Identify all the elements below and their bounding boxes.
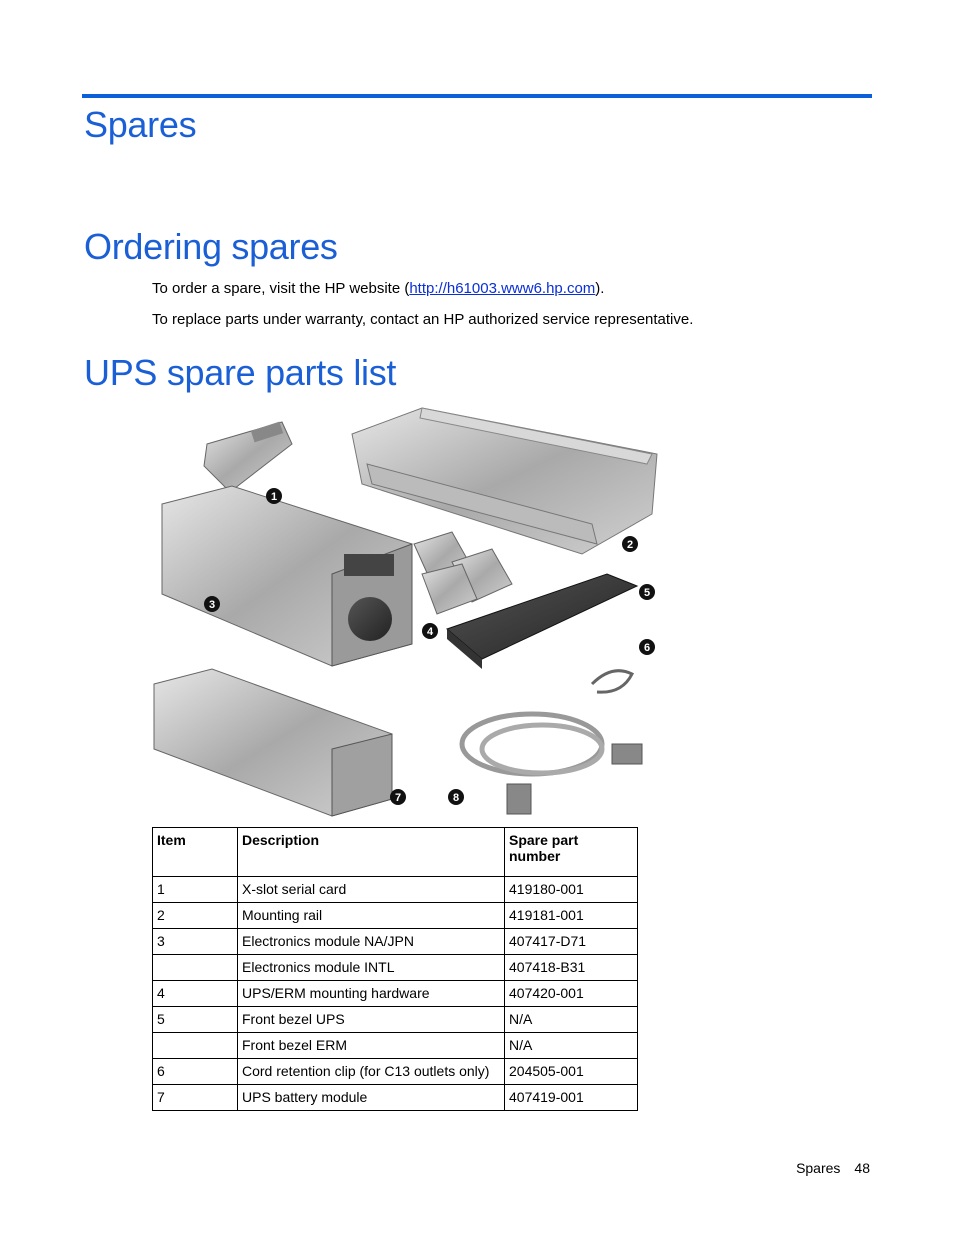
callout-3-label: 3 xyxy=(208,599,216,611)
callout-4 xyxy=(422,623,438,639)
x-slot-serial-card-drawing xyxy=(204,422,292,492)
table-row xyxy=(153,1059,638,1085)
footer-page-number: 48 xyxy=(854,1160,870,1176)
cell-part-number: 419180-001 xyxy=(505,877,638,903)
callout-5 xyxy=(639,584,655,600)
parts-drawing xyxy=(152,404,658,820)
cell-part-number: 407420-001 xyxy=(505,981,638,1007)
chapter-rule xyxy=(82,94,872,98)
callout-2 xyxy=(622,536,638,552)
table-row xyxy=(153,929,638,955)
ups-battery-module-drawing xyxy=(154,669,392,816)
serial-cable-drawing xyxy=(462,714,642,814)
cell-description: Mounting rail xyxy=(238,903,505,929)
section-title-ordering: Ordering spares xyxy=(84,226,338,267)
chapter-title: Spares xyxy=(84,104,197,145)
cell-item: 2 xyxy=(153,903,238,929)
cell-item: 3 xyxy=(153,929,238,955)
ordering-text-prefix: To order a spare, visit the HP website ( xyxy=(152,280,410,297)
ordering-paragraph-2: To replace parts under warranty, contact an HP authorized service representative. xyxy=(152,311,694,328)
cell-item: 5 xyxy=(153,1007,238,1033)
callout-8 xyxy=(448,789,464,805)
callout-6-label: 6 xyxy=(643,642,651,654)
electronics-module-drawing xyxy=(162,486,412,666)
cell-description: X-slot serial card xyxy=(238,877,505,903)
cell-part-number: 407417-D71 xyxy=(505,929,638,955)
callout-2-label: 2 xyxy=(626,539,634,551)
table-row xyxy=(153,1007,638,1033)
cell-item xyxy=(153,955,238,981)
callout-7-label: 7 xyxy=(394,792,402,804)
cord-retention-clip-drawing xyxy=(592,671,632,693)
ordering-text-suffix: ). xyxy=(595,280,605,297)
ups-spare-parts-illustration xyxy=(152,404,658,820)
mounting-rail-drawing xyxy=(352,408,657,554)
column-header-description: Description xyxy=(238,828,505,877)
section-title-parts-list: UPS spare parts list xyxy=(84,352,397,393)
mounting-hardware-drawing xyxy=(414,532,512,614)
cell-item: 4 xyxy=(153,981,238,1007)
callout-6 xyxy=(639,639,655,655)
page-footer xyxy=(796,1160,870,1176)
cell-item: 7 xyxy=(153,1085,238,1111)
cell-description: UPS battery module xyxy=(238,1085,505,1111)
cell-item: 6 xyxy=(153,1059,238,1085)
cell-description: Front bezel UPS xyxy=(238,1007,505,1033)
callout-1-label: 1 xyxy=(270,491,278,503)
table-row xyxy=(153,955,638,981)
cell-description: Cord retention clip (for C13 outlets only) xyxy=(238,1059,505,1085)
cell-part-number: 407418-B31 xyxy=(505,955,638,981)
callout-4-label: 4 xyxy=(426,626,434,638)
spare-parts-table xyxy=(152,827,638,1111)
callout-5-label: 5 xyxy=(643,587,651,599)
table-row xyxy=(153,981,638,1007)
ordering-paragraph-1 xyxy=(152,280,604,298)
callout-8-label: 8 xyxy=(452,792,460,804)
cell-description: Electronics module INTL xyxy=(238,955,505,981)
callout-7 xyxy=(390,789,406,805)
cell-description: Front bezel ERM xyxy=(238,1033,505,1059)
cell-part-number: N/A xyxy=(505,1033,638,1059)
cell-part-number: 407419-001 xyxy=(505,1085,638,1111)
table-row xyxy=(153,1085,638,1111)
cell-part-number: N/A xyxy=(505,1007,638,1033)
cell-item: 1 xyxy=(153,877,238,903)
hp-website-link[interactable]: http://h61003.www6.hp.com xyxy=(409,280,596,297)
cell-part-number: 419181-001 xyxy=(505,903,638,929)
table-row xyxy=(153,903,638,929)
callout-1 xyxy=(266,488,282,504)
column-header-item: Item xyxy=(153,828,238,877)
cell-part-number: 204505-001 xyxy=(505,1059,638,1085)
cell-description: UPS/ERM mounting hardware xyxy=(238,981,505,1007)
table-row xyxy=(153,877,638,903)
table-row xyxy=(153,1033,638,1059)
callout-3 xyxy=(204,596,220,612)
cell-description: Electronics module NA/JPN xyxy=(238,929,505,955)
table-header-row xyxy=(153,828,638,877)
column-header-spare-part-number: Spare part number xyxy=(505,828,638,877)
cell-item xyxy=(153,1033,238,1059)
footer-section-name: Spares xyxy=(796,1160,841,1176)
